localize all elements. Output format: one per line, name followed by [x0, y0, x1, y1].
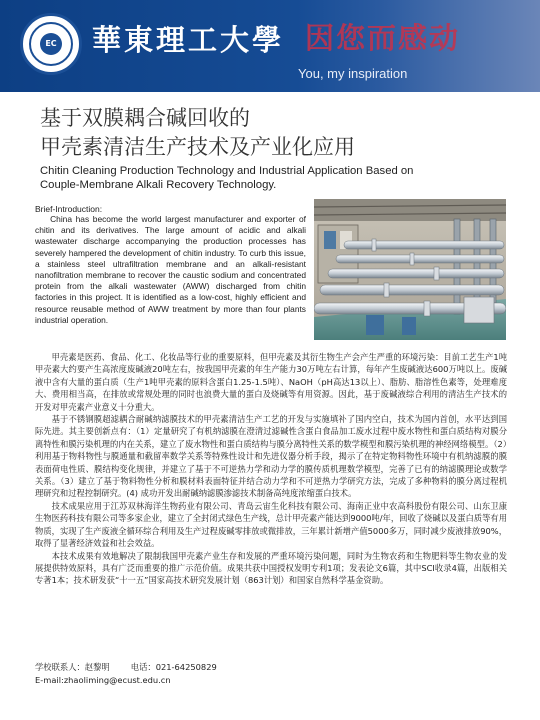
title-cn-line-1: 基于双膜耦合碱回收的 — [40, 106, 250, 130]
intro-body: China has become the world largest manufacturer and exporter of chitin and its derivatives. The large amount of acidic and alkali wastewater discharge accompanying the production processes has severely hampered the development of chitin industry. To curb this issue, a stainless steel ultrafiltration membrane and an alkali-resistant nanofiltration membrane to recover the caustic sodium and concentrated protein from the alkali wastewater (AWW) discharged from chitin factories in this project. It is identified as a low-cost, highly efficient and resource reusable method of AWW treatment by more than four plants industrial operation. — [35, 214, 306, 325]
university-name: 華東理工大學 — [92, 23, 285, 57]
phone-number: 021-64250829 — [155, 662, 217, 672]
title-chinese — [40, 104, 480, 162]
title-en-line-1: Chitin Cleaning Production Technology and Industrial Application Based on — [40, 165, 414, 177]
university-seal-logo: EC — [20, 13, 82, 75]
header-banner — [0, 0, 540, 92]
body-paragraph-2: 基于不锈钢膜超滤耦合耐碱纳滤膜技术的甲壳素清洁生产工艺的开发与实施填补了国内空白，技术为国内首创，水平达到国际先进。其主要创新点有：（1）定量研究了有机纳滤膜在澄清过滤碱性含蛋白食品加工废水过程中废水物性和蛋白质结构对膜分离特性和膜污染机理的内在关系，建立了废水物性和蛋白质结构与膜分离特性关系的数学模型和膜污染机理的神经网络模型。（2）利用基于物料物性与膜通量和截留率数学关系等特殊性设计和先进仪器分析手段，揭示了在特定物料物性环境中有机纳滤膜的膜表面荷电性质、膜结构变化规律，并建立了基于不可逆热力学和动力学的膜传质机理数学模型，完善了已有的纳滤膜理论或数学关系。（3）建立了基于物料物性分析和膜材料表面特征并结合动力学和不可逆热力学研究方法，完成了多种物料的膜分离过程机理研究和过程控制研究。(4) 成功开发出耐碱纳滤膜渗滤技术制备高纯度浓缩蛋白技术。 — [35, 414, 507, 499]
motto-slogan: 因您而感动 — [305, 21, 461, 55]
body-paragraph-4: 本技术成果有效地解决了限制我国甲壳素产业生存和发展的严重环境污染问题，同时为生物农药和生物肥料等生物农业的发展提供特效原料，具有广泛而重要的推广示范价值。成果共获中国授权发明专利1项；发表论文6篇，其中SCI收录4篇，出版相关专著1本；技术研发获“十一五”国家高技术研究发展计划（863计划）和国家自然科学基金资助。 — [35, 550, 507, 586]
title-en-line-2: Couple-Membrane Alkali Recovery Technology. — [40, 179, 277, 191]
contact-person: 学校联系人：赵黎明 — [35, 662, 110, 672]
body-paragraph-1: 甲壳素是医药、食品、化工、化妆品等行业的重要原料，但甲壳素及其衍生物生产会产生严重的环境污染：目前工艺生产1吨甲壳素大约要产生高浓度废碱液20吨左右，按我国甲壳素的年生产能力30万吨左右计算，每年产生废碱液达600万吨以上。废碱液中含有大量的蛋白质（生产1吨甲壳素的原料含蛋白1.25-1.5吨）、NaOH（pH高达13以上）、脂肪、脂溶性色素等，处理难度大、费用相当高，在排放或常规处理的同时也浪费大量的蛋白及烧碱等有用资源。因此，基于废碱液综合利用的清洁生产技术的开发对甲壳素产业意义十分重大。 — [35, 352, 507, 412]
title-cn-line-2: 甲壳素清洁生产技术及产业化应用 — [40, 135, 355, 159]
factory-pipeline-photo — [314, 199, 506, 340]
tagline: You, my inspiration — [298, 66, 408, 81]
email-address[interactable]: zhaoliming@ecust.edu.cn — [63, 674, 171, 685]
chinese-body-text — [35, 351, 507, 587]
contact-line-2 — [35, 674, 217, 687]
contact-info — [35, 661, 217, 686]
phone-label: 电话： — [130, 662, 156, 672]
intro-label: Brief-Introduction: — [35, 204, 103, 214]
body-paragraph-3: 技术成果应用于江苏双林海洋生物药业有限公司、青岛云宙生化科技有限公司、海南正业中农高科股份有限公司、山东卫康生物医药科技有限公司等多家企业，建立了全封闭式绿色生产线，总计甲壳素产能达到9000吨/年，回收了烧碱以及蛋白质等有用物质，实现了生产废液全循环综合利用及生产过程废碱零排放或微排放，三年累计新增产值5000多万，同时减少废液排放90%，取得了显著经济效益和社会效益。 — [35, 500, 507, 549]
email-label: E-mail: — [35, 674, 64, 685]
title-english — [40, 164, 510, 192]
contact-line-1 — [35, 661, 217, 674]
